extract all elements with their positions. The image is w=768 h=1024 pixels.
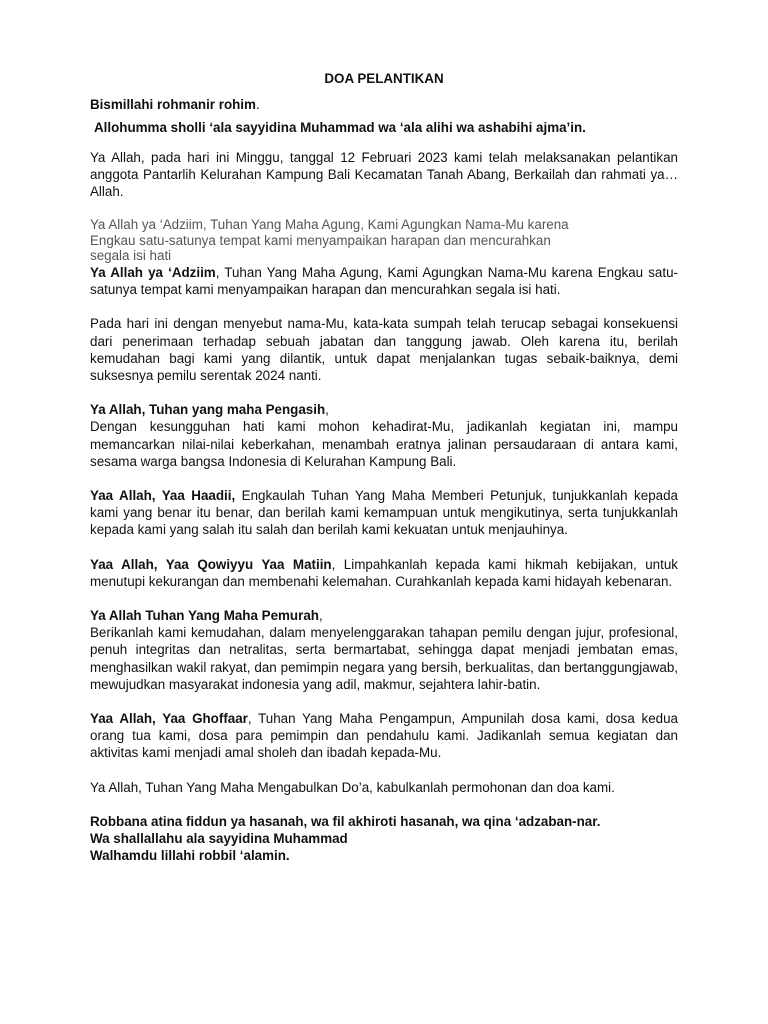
closing-line-1: Robbana atina fiddun ya hasanah, wa fil akhiroti hasanah, wa qina ‘adzaban-nar. bbox=[90, 813, 601, 829]
sumpah-paragraph: Pada hari ini dengan menyebut nama-Mu, kata-kata sumpah telah terucap sebagai konsekuensi dari penerimaan terhadap sebuah jabatan dan tanggung jawab. Oleh karena itu, berilah kemudahan bagi kami yang dilantik, untuk dapat menjalankan tugas sebaik-baiknya, demi suksesnya pemilu serentak 2024 nanti. bbox=[90, 316, 678, 384]
qowiyyu-lead: Yaa Allah, Yaa Qowiyyu Yaa Matiin bbox=[90, 556, 332, 572]
haadii-lead: Yaa Allah, Yaa Haadii, bbox=[90, 488, 236, 504]
document-title: DOA PELANTIKAN bbox=[324, 71, 444, 86]
haadii-paragraph bbox=[90, 487, 678, 539]
pengasih-lead: Ya Allah, Tuhan yang maha Pengasih bbox=[90, 402, 326, 418]
spacer bbox=[90, 200, 678, 217]
pengasih-paragraph: Dengan kesungguhan hati kami mohon kehadirat-Mu, jadikanlah kegiatan ini, mampu memancarkan nilai-nilai keberkahan, menambah eratnya jalinan persaudaraan di antara kami, sesama warga bangsa Indonesia di Kelurahan Kampung Bali. bbox=[90, 419, 678, 469]
qowiyyu-rest: , Limpahkanlah kepada kami hikmah kebijakan, untuk menutupi kekurangan dan membenahi kelemahan. Curahkanlah kepada kami hidayah kebenaran. bbox=[90, 556, 678, 589]
spacer bbox=[90, 298, 678, 315]
adziim-lead: Ya Allah ya ‘Adziim bbox=[90, 265, 216, 280]
sholawat-paragraph: Allohumma sholli ‘ala sayyidina Muhammad wa ‘ala alihi wa ashabihi ajma’in. bbox=[94, 120, 586, 136]
spacer bbox=[90, 693, 678, 710]
spacer bbox=[90, 590, 678, 607]
ghoffaar-paragraph bbox=[90, 710, 678, 762]
spacer bbox=[90, 137, 678, 149]
ghost-line-1: Ya Allah ya ‘Adziim, Tuhan Yang Maha Agung, Kami Agungkan Nama-Mu karena bbox=[90, 217, 569, 233]
ghost-text-block bbox=[90, 217, 678, 264]
closing-block bbox=[90, 813, 678, 865]
opening-paragraph: Ya Allah, pada hari ini Minggu, tanggal 12 Februari 2023 kami telah melaksanakan pelantikan anggota Pantarlih Kelurahan Kampung Bali Kecamatan Tanah Abang, Berkailah dan rahmati ya… Allah. bbox=[90, 149, 678, 200]
ghost-line-2: Engkau satu-satunya tempat kami menyampaikan harapan dan mencurahkan bbox=[90, 232, 551, 248]
pengasih-heading bbox=[90, 401, 678, 418]
pemurah-lead: Ya Allah Tuhan Yang Maha Pemurah bbox=[90, 608, 319, 624]
ghoffaar-lead: Yaa Allah, Yaa Ghoffaar bbox=[90, 711, 248, 727]
ghoffaar-rest: , Tuhan Yang Maha Pengampun, Ampunilah dosa kami, dosa kedua orang tua kami, dosa para pemimpin dan pendahulu kami. Jadikanlah semua kegiatan dan aktivitas kami menjadi amal sholeh dan ibadah kepada-Mu. bbox=[90, 711, 678, 761]
spacer bbox=[90, 539, 678, 556]
spacer bbox=[90, 762, 678, 779]
adziim-rest: , Tuhan Yang Maha Agung, Kami Agungkan Nama-Mu karena Engkau satu-satunya tempat kami menyampaikan harapan dan mencurahkan segala isi hati. bbox=[90, 265, 678, 298]
pemurah-heading bbox=[90, 607, 678, 624]
mengabulkan-paragraph: Ya Allah, Tuhan Yang Maha Mengabulkan Do’a, kabulkanlah permohonan dan doa kami. bbox=[90, 779, 615, 795]
qowiyyu-paragraph bbox=[90, 556, 678, 590]
closing-line-2: Wa shallallahu ala sayyidina Muhammad bbox=[90, 831, 348, 847]
basmalah-period: . bbox=[255, 97, 260, 113]
spacer bbox=[90, 470, 678, 487]
adziim-paragraph bbox=[90, 264, 678, 298]
pemurah-paragraph: Berikanlah kami kemudahan, dalam menyelenggarakan tahapan pemilu dengan jujur, profesional, penuh integritas dan netralitas, serta bermartabat, sehingga dapat menjadi jembatan emas, menghasilkan wakil rakyat, dan pemimpin negara yang bersih, berkualitas, dan bertanggungjawab, mewujudkan masyarakat indonesia yang adil, makmur, sejahtera lahir-batin. bbox=[90, 625, 678, 692]
spacer bbox=[90, 796, 678, 813]
basmalah-paragraph bbox=[90, 96, 678, 113]
haadii-rest: Engkaulah Tuhan Yang Maha Memberi Petunjuk, tunjukkanlah kepada kami yang benar itu benar, dan berilah kami kemampuan untuk mengikutinya, serta tunjukkanlah kepada kami yang salah itu salah dan berilah kami kekuatan untuk menjauhinya. bbox=[90, 488, 678, 538]
pengasih-comma: , bbox=[325, 402, 329, 418]
basmalah-text: Bismillahi rohmanir rohim bbox=[90, 97, 256, 113]
document-page bbox=[90, 70, 678, 864]
ghost-line-3: segala isi hati bbox=[90, 248, 172, 264]
spacer bbox=[90, 384, 678, 401]
closing-line-3: Walhamdu lillahi robbil ‘alamin. bbox=[90, 848, 290, 864]
pemurah-comma: , bbox=[318, 608, 323, 624]
